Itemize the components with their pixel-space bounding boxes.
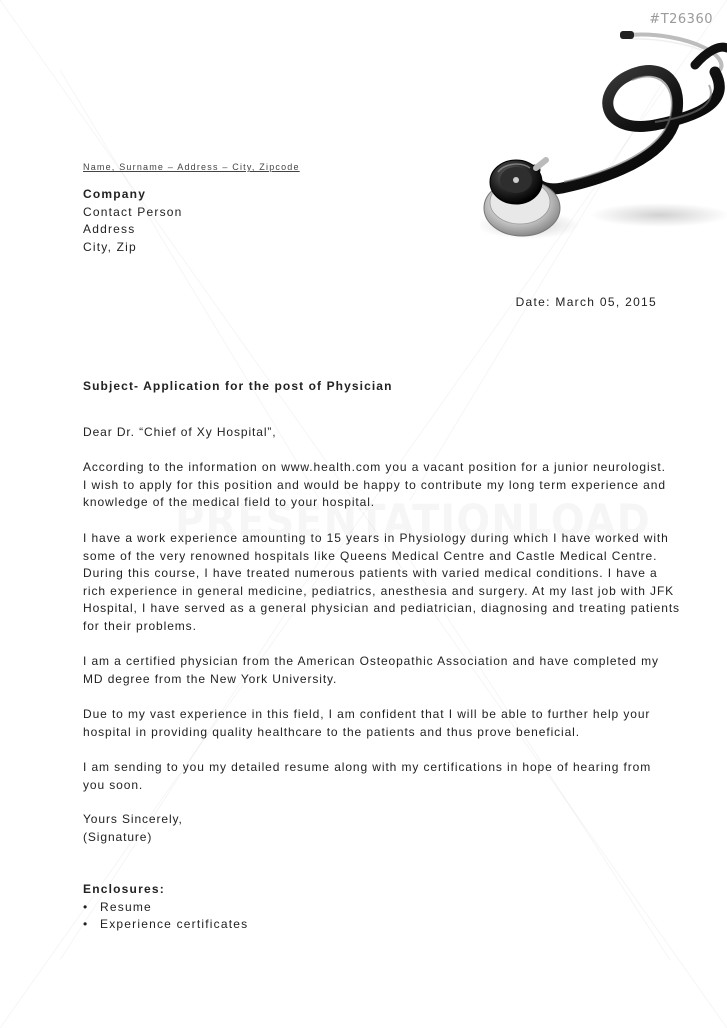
paragraph-line: some of the very renowned hospitals like Queens Medical Centre and Castle Medical Centre.	[83, 548, 658, 563]
recipient-address: Address	[83, 222, 136, 236]
paragraph-line: I have a work experience amounting to 15 years in Physiology during which I have worked with	[83, 531, 669, 545]
enclosures-title: Enclosures:	[83, 882, 165, 896]
recipient-company: Company	[83, 187, 147, 201]
paragraph-line: for their problems.	[83, 618, 197, 633]
paragraph-line: rich experience in general medicine, pediatrics, anesthesia and surgery. At my last job with JFK	[83, 583, 675, 598]
salutation	[83, 424, 663, 442]
paragraph-line: I am a certified physician from the American Osteopathic Association and have completed my	[83, 654, 659, 668]
letter-date: Date: March 05, 2015	[515, 295, 657, 309]
enclosure-item-certificates: Experience certificates	[100, 917, 249, 931]
paragraph-line: knowledge of the medical field to your hospital.	[83, 495, 376, 509]
paragraph-line: you soon.	[83, 777, 144, 792]
paragraph-line: Due to my vast experience in this field, I am confident that I will be able to further help your	[83, 707, 651, 721]
list-item	[83, 916, 248, 934]
body-paragraph	[83, 530, 680, 635]
paragraph-line: During this course, I have treated numerous patients with varied medical conditions. I have a	[83, 566, 658, 580]
body-paragraph	[83, 706, 663, 741]
body-paragraph	[83, 759, 663, 794]
paragraph-line: According to the information on www.health.com you a vacant position for a junior neurologist.	[83, 460, 666, 474]
paragraph-line: I am sending to you my detailed resume along with my certifications in hope of hearing from	[83, 760, 652, 774]
signature-placeholder: (Signature)	[83, 829, 153, 844]
bullet-icon: •	[83, 899, 89, 914]
paragraph-line: I wish to apply for this position and would be happy to contribute my long term experience and	[83, 477, 666, 492]
letter-subject: Subject- Application for the post of Physician	[83, 379, 393, 393]
paragraph-line: MD degree from the New York University.	[83, 671, 338, 686]
bullet-icon: •	[83, 917, 89, 931]
enclosures-block	[83, 881, 248, 934]
recipient-block	[83, 186, 183, 256]
enclosure-item-resume: Resume	[100, 899, 152, 914]
valediction: Yours Sincerely,	[83, 812, 183, 826]
paragraph-line: Hospital, I have served as a general physician and pediatrician, diagnosing and treating patients	[83, 601, 680, 615]
body-paragraph	[83, 459, 666, 512]
enclosures-list	[83, 899, 248, 934]
salutation-text: Dear Dr. “Chief of Xy Hospital”,	[83, 425, 277, 439]
list-item	[83, 899, 248, 917]
paragraph-line: hospital in providing quality healthcare to the patients and thus prove beneficial.	[83, 724, 580, 739]
sender-address-line: Name, Surname – Address – City, Zipcode	[83, 162, 300, 172]
recipient-contact: Contact Person	[83, 204, 183, 219]
closing-block	[83, 811, 663, 846]
stethoscope-image	[480, 30, 727, 245]
template-code: #T26360	[649, 12, 713, 27]
recipient-city-zip: City, Zip	[83, 239, 137, 254]
body-paragraph	[83, 653, 663, 688]
